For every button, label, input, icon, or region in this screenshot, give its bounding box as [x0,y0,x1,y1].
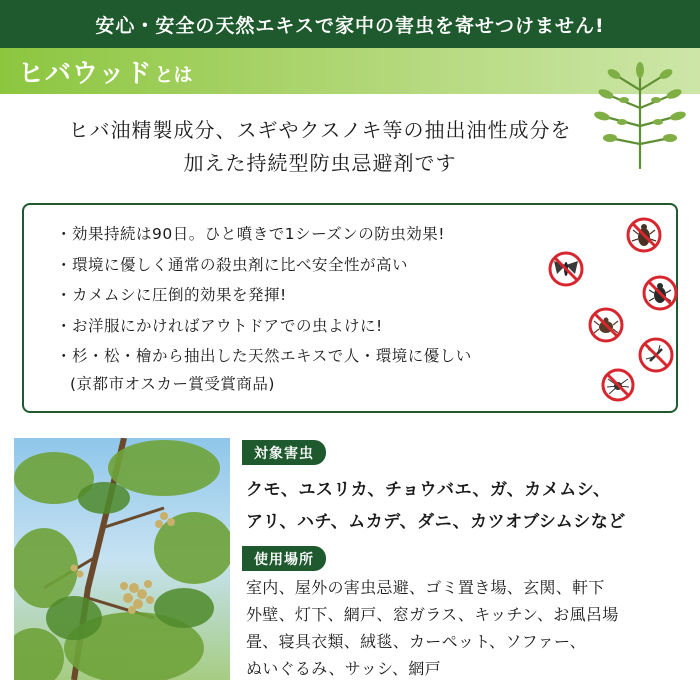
feature-list [56,219,472,372]
intro-text [40,114,600,180]
beetle-icon [644,277,676,309]
feature-box [22,203,678,413]
cypress-tree-photo [14,438,230,680]
target-pests-line-2: アリ、ハチ、ムカデ、ダニ、カツオブシムシなど [246,512,626,532]
banner-text: 安心・安全の天然エキスで家中の害虫を寄せつけません! [95,14,605,37]
target-pests-label: 対象害虫 [242,440,326,465]
feature-item: ・杉・松・檜から抽出した天然エキスで人・環境に優しい [56,347,472,365]
usage-places-line-4: ぬいぐるみ、サッシ、網戸 [246,659,441,678]
target-pests-list [246,474,696,538]
feature-item: ・効果持続は90日。ひと噴きで1シーズンの防虫効果! [56,225,446,243]
usage-places-list [246,574,696,682]
feature-item: ・環境に優しく通常の殺虫剤に比べ安全性が高い [56,255,409,274]
brand-suffix: とは [154,64,193,86]
moth-icon [550,253,582,285]
target-pests-line-1: クモ、ユスリカ、チョウバエ、ガ、カメムシ、 [246,480,611,500]
top-banner [0,0,700,48]
usage-places-line-3: 畳、寝具衣類、絨毯、カーペット、ソファー、 [246,632,586,651]
cypress-sprig-icon [584,60,696,172]
spider-icon [603,370,633,400]
tick-icon [590,309,622,341]
feature-item: ・カメムシに圧倒的効果を発揮! [56,286,287,304]
mosquito-icon [640,339,672,371]
usage-places-label: 使用場所 [242,546,326,571]
intro-line-2: 加えた持続型防虫忌避剤です [183,151,457,175]
pest-icon-group [544,209,680,409]
usage-places-line-2: 外壁、灯下、網戸、窓ガラス、キッチン、お風呂場 [246,605,619,624]
feature-item: ・お洋服にかければアウトドアでの虫よけに! [56,316,383,335]
brand-name: ヒバウッド [18,58,153,89]
intro-line-1: ヒバ油精製成分、スギやクスノキ等の抽出油性成分を [68,118,572,142]
usage-places-line-1: 室内、屋外の害虫忌避、ゴミ置き場、玄関、軒下 [246,578,605,597]
award-note: (京都市オスカー賞受賞商品) [70,375,275,393]
cockroach-icon [628,219,660,251]
